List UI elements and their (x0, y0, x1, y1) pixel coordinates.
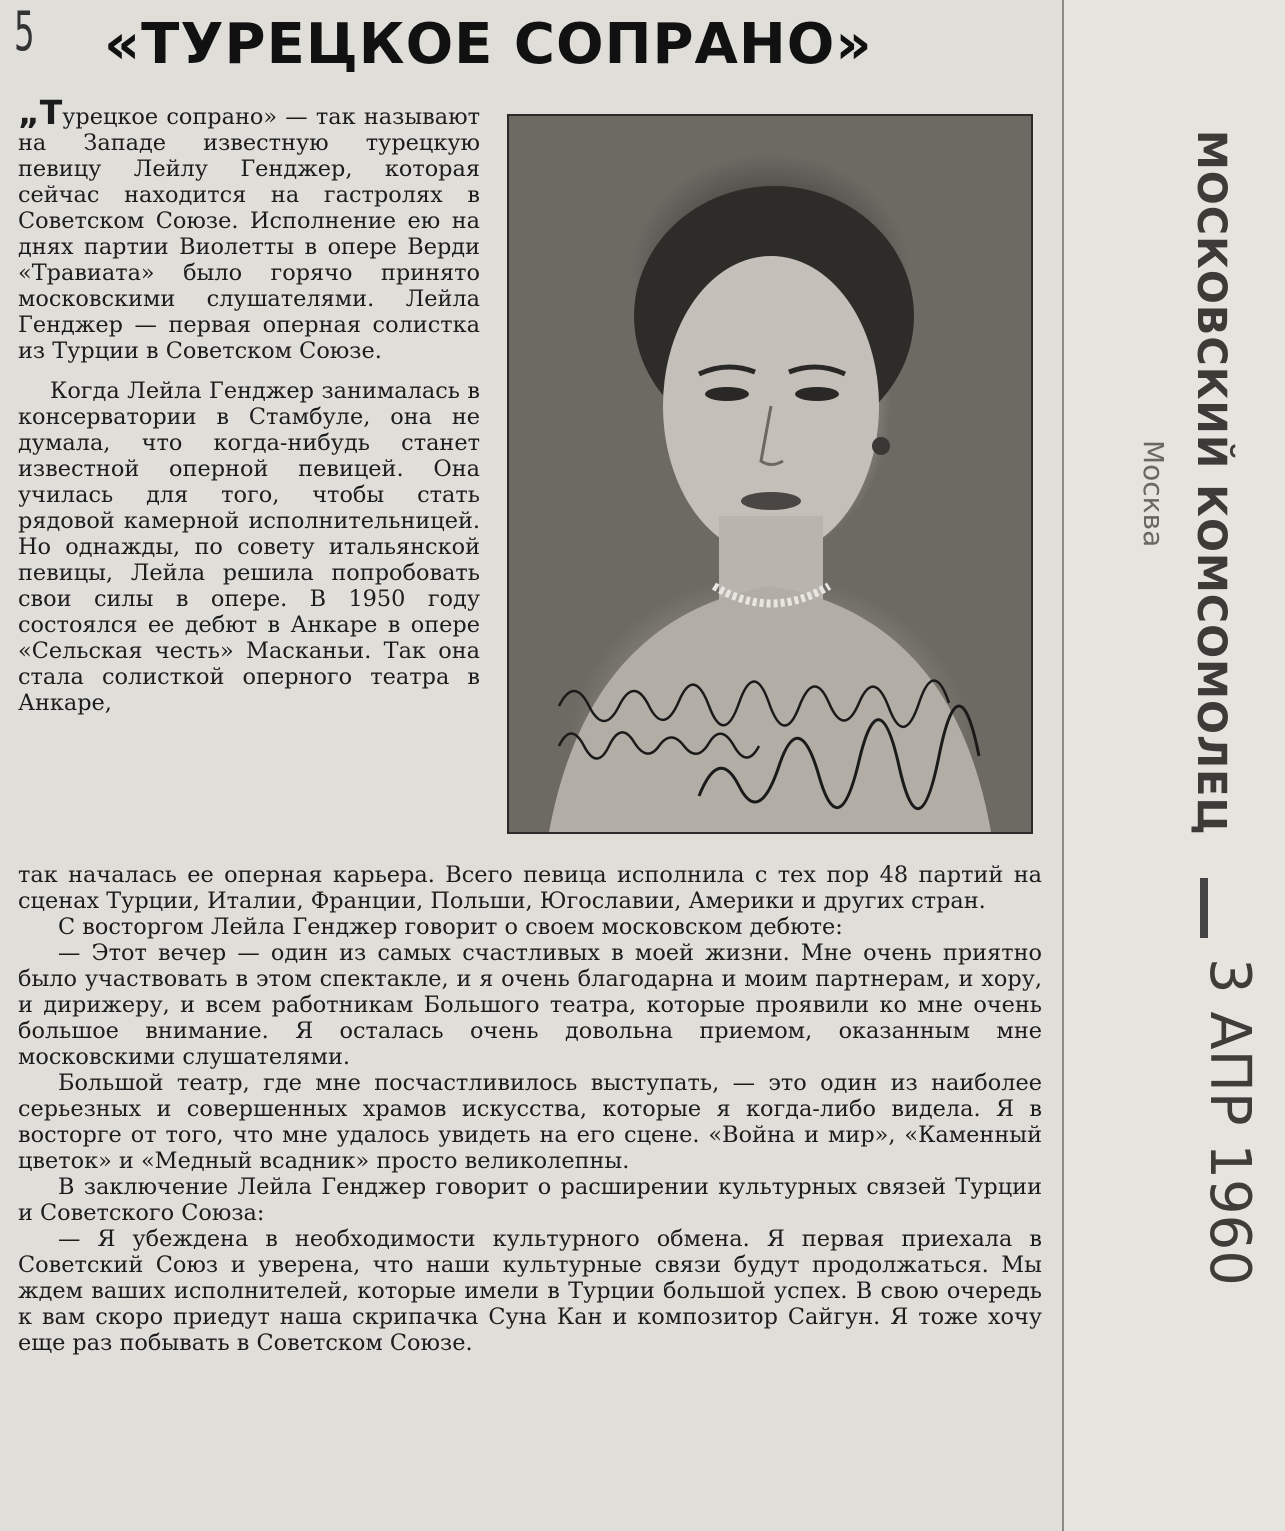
paragraph-quote-exchange: — Я убеждена в необходимости культурного обмена. Я первая приехала в Советский Союз и уверена, что наши культурные связи будут продолжаться. Мы ждем ваших исполнителей, которые имели в Турции большой успех. В свою очередь к вам скоро приедут наша скрипачка Суна Кан и композитор Сайгун. Я тоже хочу еще раз побывать в Советском Союзе. (18, 1226, 1042, 1356)
paragraph-career-continued: так началась ее оперная карьера. Всего певица исполнила с тех пор 48 партий на сценах Турции, Италии, Франции, Польши, Югославии, Америки и других стран. (18, 862, 1042, 914)
paragraph-conclusion-intro: В заключение Лейла Генджер говорит о расширении культурных связей Турции и Советского Союза: (18, 1174, 1042, 1226)
right-eye (795, 387, 839, 401)
lips (741, 492, 801, 510)
newspaper-stamp: МОСКОВСКИЙ КОМСОМОЛЕЦ (1188, 130, 1234, 836)
paragraph-quote-evening: — Этот вечер — один из самых счастливых в моей жизни. Мне очень приятно было участвовать в этом спектакле, и я очень благодарна и моим партнерам, и хору, и дирижеру, и всем работникам Большого театра, которые проявили ко мне очень большое внимание. Я осталась очень довольна приемом, оказанным мне московскими слушателями. (18, 940, 1042, 1070)
paragraph-career: Когда Лейла Генджер занималась в консерватории в Стамбуле, она не думала, что когда-нибудь станет известной оперной певицей. Она училась для того, чтобы стать рядовой камерной исполнительницей. Но однажды, по совету итальянской певицы, Лейла решила попробовать свои силы в опере. В 1950 году состоялся ее дебют в Анкаре в опере «Сельская честь» Масканьи. Так она стала солисткой оперного театра в Анкаре, (18, 378, 480, 716)
paragraph-bolshoi: Большой театр, где мне посчастливилось выступать, — это один из наиболее серьезных и совершенных храмов искусства, которые я когда-либо видела. Я в восторге от того, что мне удалось увидеть на его сцене. «Война и мир», «Каменный цветок» и «Медный всадник» просто великолепны. (18, 1070, 1042, 1174)
singer-portrait-photo (507, 114, 1033, 834)
earring (872, 437, 890, 455)
portrait-illustration (509, 116, 1031, 832)
article-body-wide (18, 862, 1042, 1356)
date-stamp-mark (1200, 878, 1208, 938)
date-stamp: 3 АПР 1960 (1197, 958, 1262, 1286)
lead-initial: „Т (18, 93, 63, 132)
lead-text: урецкое сопрано» — так называют на Западе известную турецкую певицу Лейлу Генджер, которая сейчас находится на гастролях в Советском Союзе. Исполнение ею на днях партии Виолетты в опере Верди «Травиата» было горячо принято московскими слушателями. Лейла Генджер — первая оперная солистка из Турции в Советском Союзе. (18, 104, 480, 364)
lead-paragraph (18, 93, 480, 364)
left-eye (705, 387, 749, 401)
headline: «ТУРЕЦКОЕ СОПРАНО» (104, 12, 873, 77)
paragraph-debut-intro: С восторгом Лейла Генджер говорит о своем московском дебюте: (58, 914, 843, 940)
city-stamp: Москва (1137, 440, 1170, 548)
article-column (18, 93, 480, 716)
page-number: 5 (14, 0, 35, 63)
archive-margin (1064, 0, 1285, 1531)
